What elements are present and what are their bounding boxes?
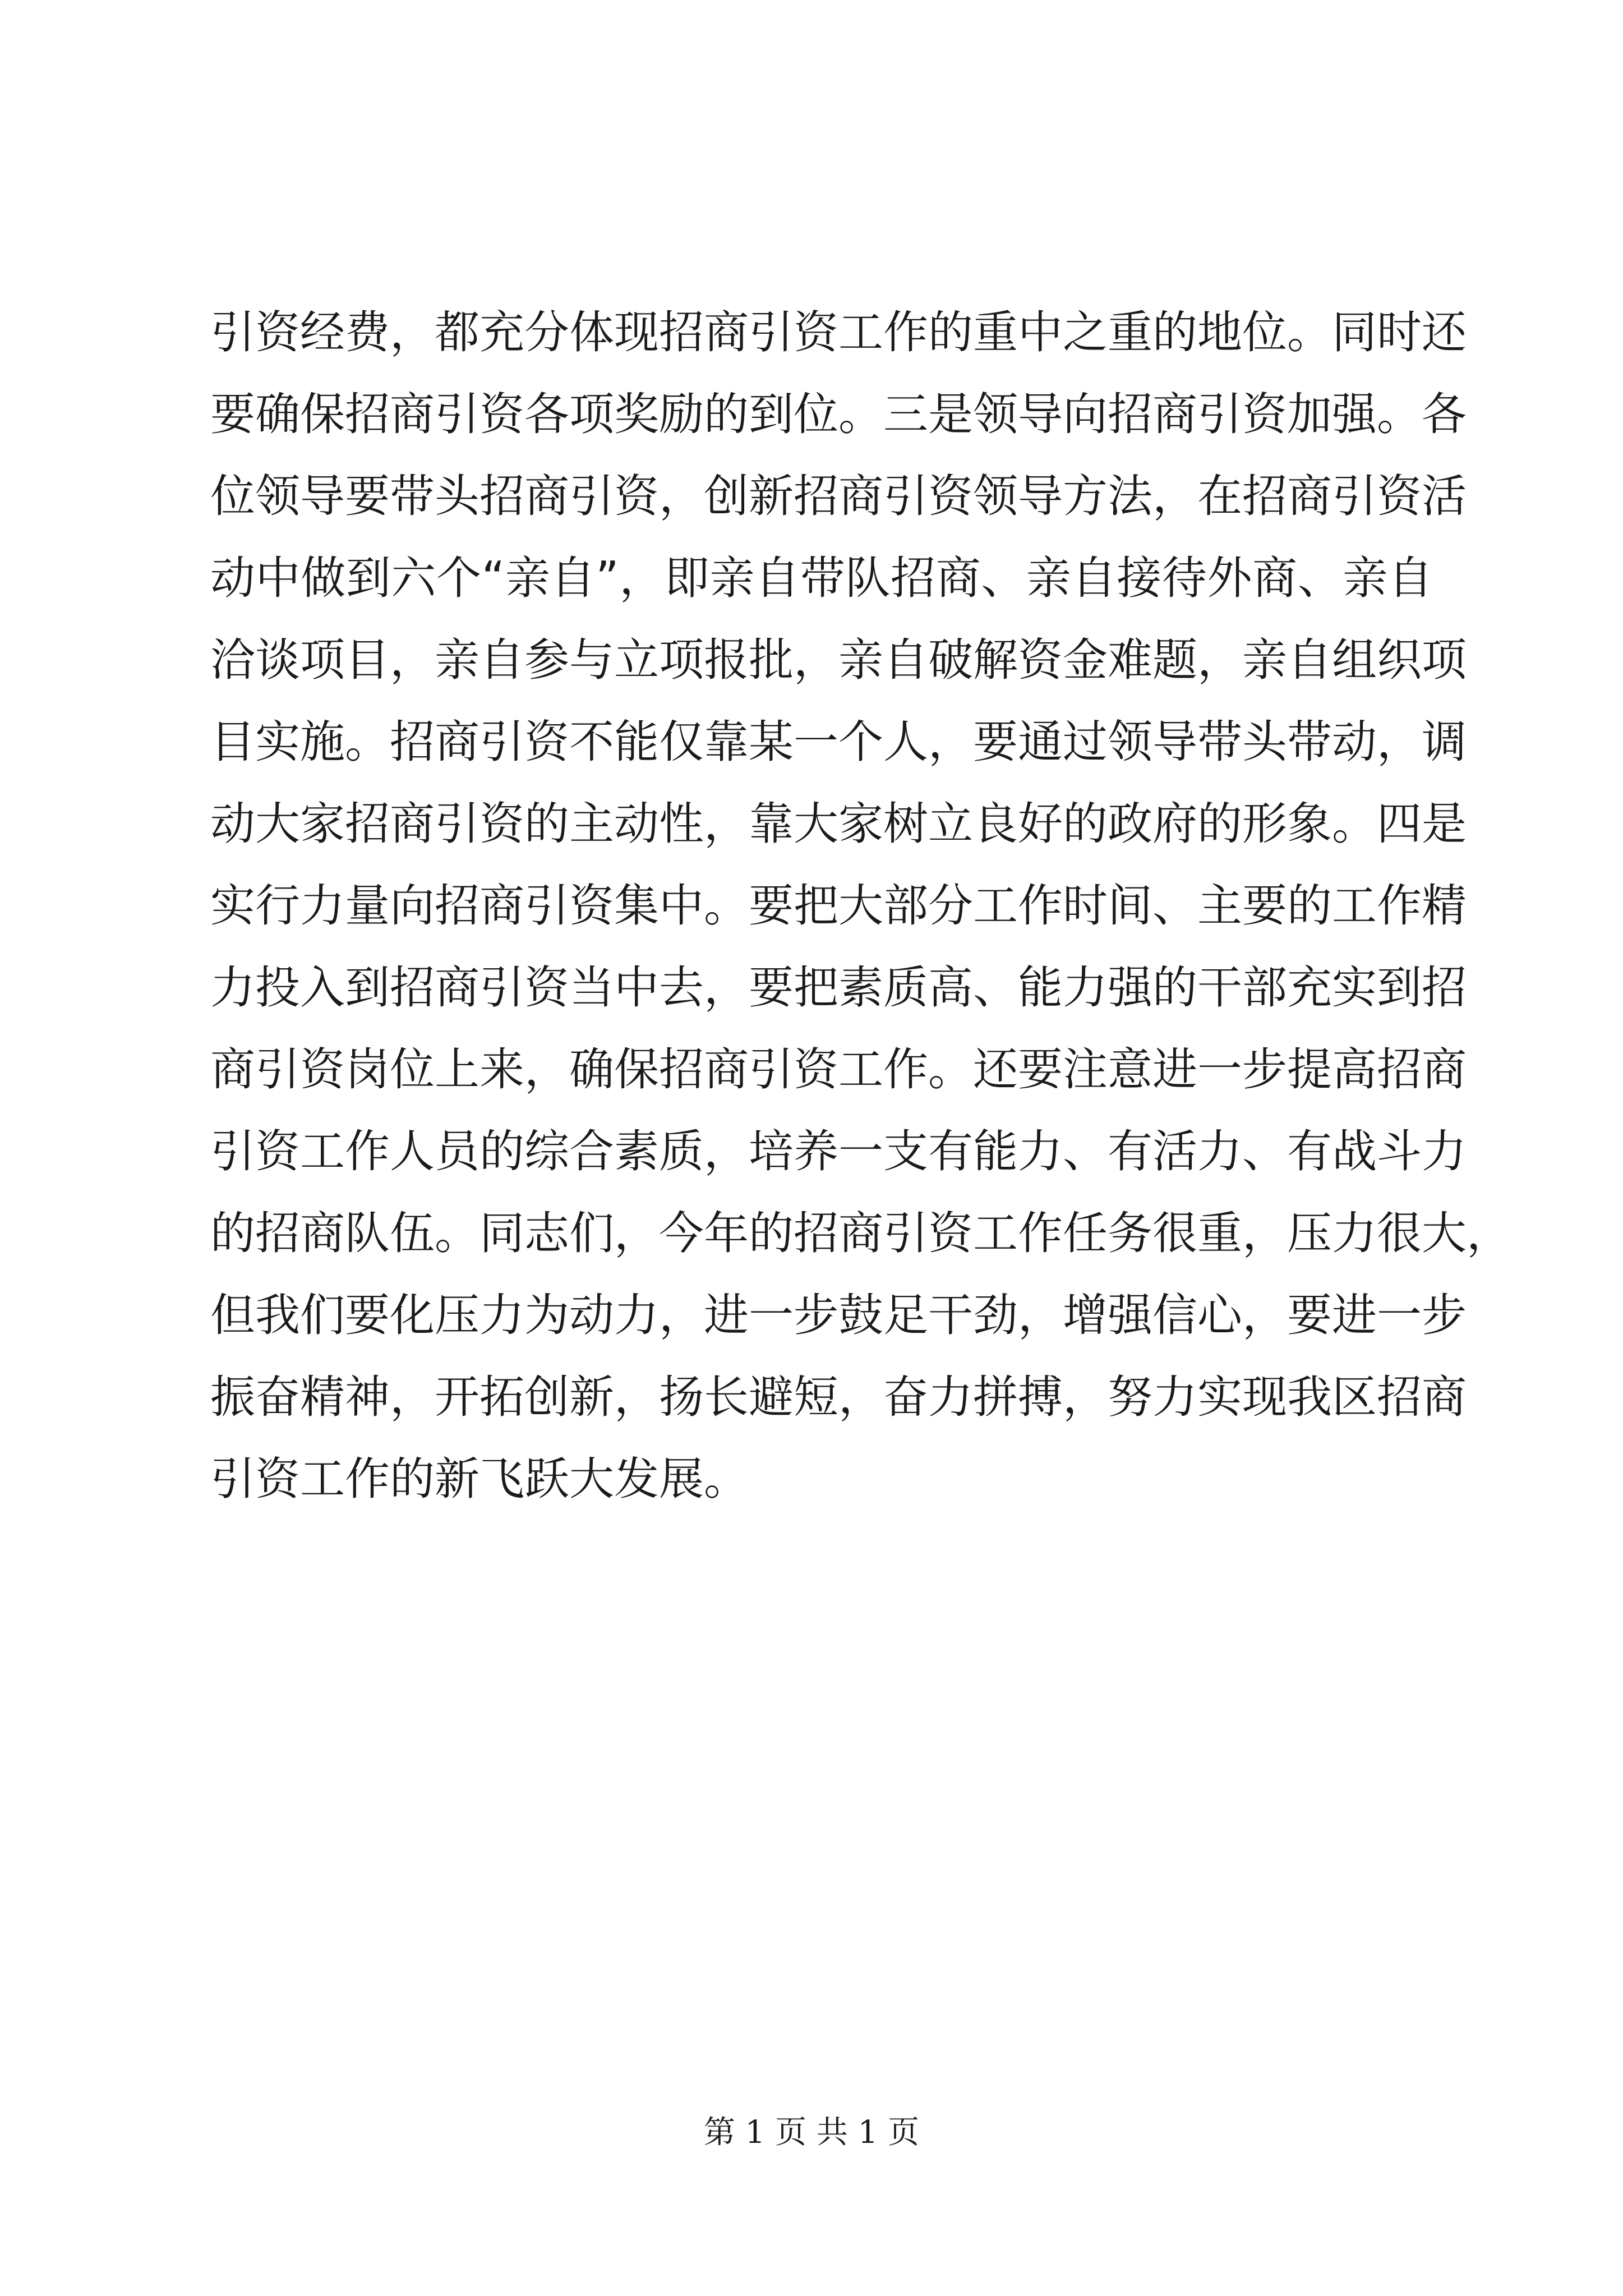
body-text [210, 292, 1511, 1520]
text-line: 动中做到六个“亲自”，即亲自带队招商、亲自接待外商、亲自 [210, 552, 1433, 604]
text-line: 引资工作人员的综合素质，培养一支有能力、有活力、有战斗力 [210, 1125, 1467, 1177]
text-line: 洽谈项目，亲自参与立项报批，亲自破解资金难题，亲自组织项 [210, 634, 1467, 686]
text-line: 动大家招商引资的主动性，靠大家树立良好的政府的形象。四是 [210, 798, 1467, 850]
text-line: 力投入到招商引资当中去，要把素质高、能力强的干部充实到招 [210, 961, 1467, 1014]
text-line: 目实施。招商引资不能仅靠某一个人，要通过领导带头带动，调 [210, 716, 1467, 768]
text-line: 要确保招商引资各项奖励的到位。三是领导向招商引资加强。各 [210, 388, 1467, 440]
text-line: 但我们要化压力为动力，进一步鼓足干劲，增强信心，要进一步 [210, 1289, 1467, 1341]
text-line: 实行力量向招商引资集中。要把大部分工作时间、主要的工作精 [210, 880, 1467, 932]
text-line: 振奋精神，开拓创新，扬长避短，奋力拼搏，努力实现我区招商 [210, 1371, 1467, 1423]
text-line: 的招商队伍。同志们，今年的招商引资工作任务很重，压力很大， [210, 1207, 1511, 1259]
text-line: 引资经费，都充分体现招商引资工作的重中之重的地位。同时还 [210, 306, 1467, 358]
text-line: 引资工作的新飞跃大发展。 [210, 1453, 749, 1505]
page-footer: 第 1 页 共 1 页 [703, 2114, 920, 2151]
text-line: 位领导要带头招商引资，创新招商引资领导方法，在招商引资活 [210, 470, 1467, 522]
text-line: 商引资岗位上来，确保招商引资工作。还要注意进一步提高招商 [210, 1043, 1467, 1096]
